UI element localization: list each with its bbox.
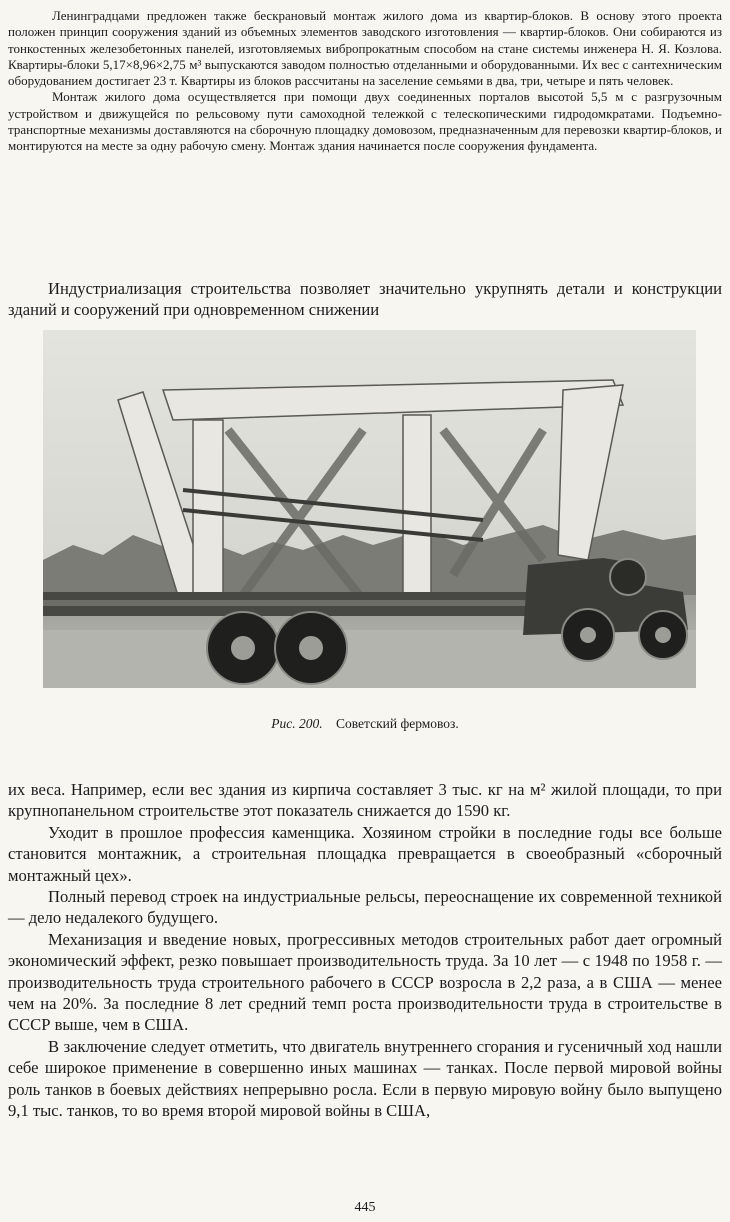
paragraph: Ленинградцами предложен также бескрановый монтаж жилого дома из квартир-блоков. В основу этого проекта положен принцип сооружения зданий из объемных элементов заводского изготовления — квартир-блоков. Они собираются из тонкостенных железобетонных панелей, изготовляемых вибропрокатным способом на стане системы инженера Н. Я. Козлова. Квартиры-блоки 5,17×8,96×2,75 м³ выпускаются заводом полностью отделанными и оборудованными. Их вес с сантехническим оборудованием достигает 23 т. Квартиры из блоков рассчитаны на заселение семьями в два, три, четыре и пять человек. — [8, 8, 722, 89]
page-number: 445 — [354, 1200, 376, 1215]
paragraph: Индустриализация строительства позволяет значительно укрупнять детали и конструкции зданий и сооружений при одновременном снижении — [8, 279, 722, 320]
paragraph: Монтаж жилого дома осуществляется при помощи двух соединенных порталов высотой 5,5 м с разгрузочным устройством и движущейся по рельсовому пути самоходной тележкой с телескопическими гидродомкратами. Подъемно-транспортные механизмы доставляются на сборочную площадку домовозом, предназначенным для перевозки квартир-блоков, и монтируются на месте за одну рабочую смену. Монтаж здания начинается после сооружения фундамента. — [8, 89, 722, 154]
intro-paragraph — [8, 278, 722, 321]
paragraph: их веса. Например, если вес здания из кирпича составляет 3 тыс. кг на м² жилой площади, то при крупнопанельном строительстве этот показатель снижается до 1590 кг. — [8, 780, 722, 821]
paragraph: Уходит в прошлое профессия каменщика. Хозяином стройки в последние годы все больше становится монтажник, а строительная площадка превращается в своеобразный «сборочный монтажный цех». — [8, 822, 722, 885]
figure-label: Рис. 200. — [271, 716, 323, 731]
truss-carrier-photo — [43, 330, 696, 688]
paragraph: Полный перевод строек на индустриальные рельсы, переоснащение их современной техникой — дело недалекого будущего. — [8, 887, 722, 928]
truss-carrier-illustration — [43, 330, 696, 688]
paragraph: В заключение следует отметить, что двигатель внутреннего сгорания и гусеничный ход нашли себе широкое применение в совершенно иных машинах — танках. После первой мировой войны роль танков в боевых действиях непрерывно росла. Если в первую мировую войну было выпущено 9,1 тыс. танков, то во время второй мировой войны в США, — [8, 1036, 722, 1121]
figure-caption — [0, 716, 730, 732]
main-text — [8, 779, 722, 1122]
figure-caption-text: Советский фермовоз. — [335, 716, 459, 731]
paragraph: Механизация и введение новых, прогрессивных методов строительных работ дает огромный экономический эффект, резко повышает производительность труда. За 10 лет — с 1948 по 1958 г. — производительность труда строительного рабочего в СССР возросла в 2,2 раза, а в США — менее чем на 20%. За последние 8 лет средний темп роста производительности труда в строительстве в СССР выше, чем в США. — [8, 929, 722, 1035]
top-small-print — [8, 8, 722, 155]
